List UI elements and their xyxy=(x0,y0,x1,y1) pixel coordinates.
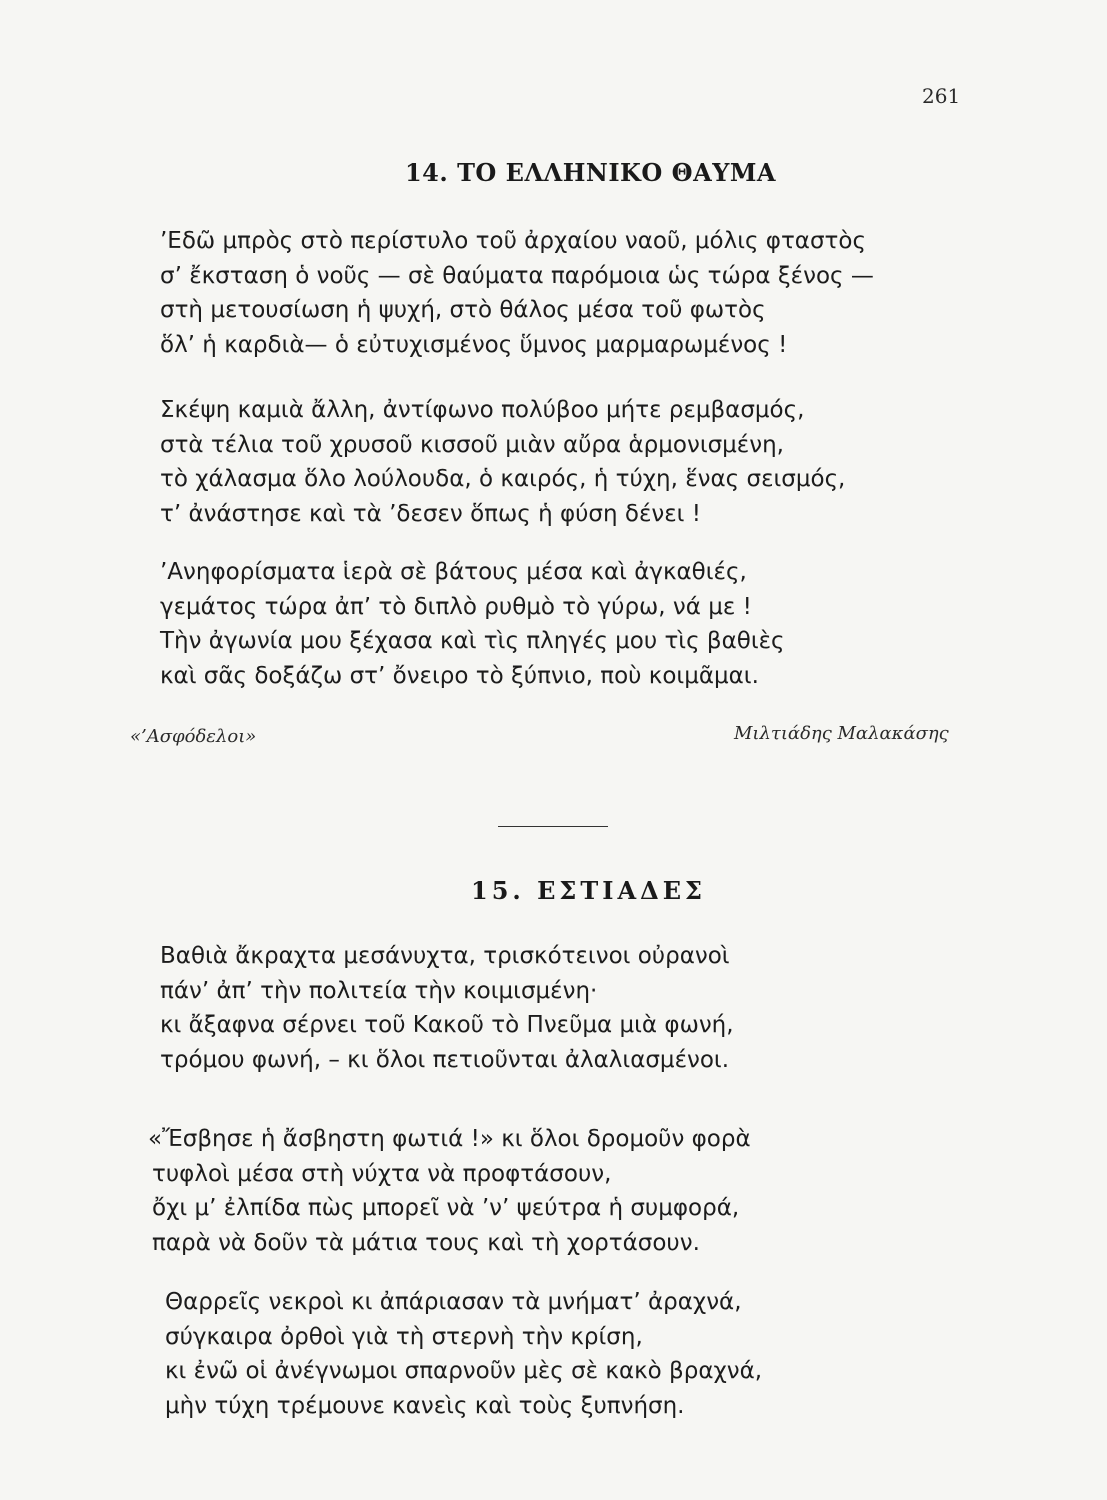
verse-line: Βαθιὰ ἄκραχτα μεσάνυχτα, τρισκότεινοι οὐρανοὶ xyxy=(160,943,730,969)
poem-title: 15. ΕΣΤΙΑΔΕΣ xyxy=(471,876,706,905)
verse-line: πάν’ ἀπ’ τὴν πολιτεία τὴν κοιμισμένη· xyxy=(160,977,598,1004)
verse-line: κι ἄξαφνα σέρνει τοῦ Κακοῦ τὸ Πνεῦμα μιὰ φωνή, xyxy=(160,1012,734,1038)
poem-source: «’Ασφόδελοι» xyxy=(130,726,257,747)
verse-line: Θαρρεῖς νεκροὶ κι ἀπάριασαν τὰ μνήματ’ ἀραχνά, xyxy=(165,1289,742,1315)
verse-line: παρὰ νὰ δοῦν τὰ μάτια τους καὶ τὴ χορτάσουν. xyxy=(152,1229,700,1256)
poem1-stanza-1 xyxy=(160,224,874,362)
verse-line: ’Εδῶ μπρὸς στὸ περίστυλο τοῦ ἀρχαίου ναοῦ, μόλις φταστὸς xyxy=(160,228,866,254)
verse-line: τ’ ἀνάστησε καὶ τὰ ’δεσεν ὅπως ἡ φύση δένει ! xyxy=(160,500,701,527)
poem-author: Μιλτιάδης Μαλακάσης xyxy=(734,723,949,744)
section-divider xyxy=(498,826,608,827)
verse-line: γεμάτος τώρα ἀπ’ τὸ διπλὸ ρυθμὸ τὸ γύρω, νά με ! xyxy=(160,593,752,620)
verse-line: τρόμου φωνή, – κι ὅλοι πετιοῦνται ἀλαλιασμένοι. xyxy=(160,1046,730,1073)
verse-line: στὰ τέλια τοῦ χρυσοῦ κισσοῦ μιὰν αὔρα ἁρμονισμένη, xyxy=(160,431,784,458)
verse-line: καὶ σᾶς δοξάζω στ’ ὄνειρο τὸ ξύπνιο, ποὺ κοιμᾶμαι. xyxy=(160,662,759,689)
poem1-stanza-2 xyxy=(160,393,845,531)
verse-line: «Ἔσβησε ἡ ἄσβηστη φωτιά !» κι ὅλοι δρομοῦν φορὰ xyxy=(148,1126,751,1152)
poem2-stanza-3 xyxy=(165,1285,762,1423)
verse-line: μὴν τύχη τρέμουνε κανεὶς καὶ τοὺς ξυπνήση. xyxy=(165,1392,685,1419)
verse-line: στὴ μετουσίωση ἡ ψυχή, στὸ θάλος μέσα τοῦ φωτὸς xyxy=(160,297,766,323)
verse-line: τὸ χάλασμα ὅλο λούλουδα, ὁ καιρός, ἡ τύχη, ἕνας σεισμός, xyxy=(160,466,846,492)
poem-title: 14. ΤΟ ΕΛΛΗΝΙΚΟ ΘΑΥΜΑ xyxy=(404,158,777,187)
verse-line: Σκέψη καμιὰ ἄλλη, ἀντίφωνο πολύβοο μήτε ρεμβασμός, xyxy=(160,397,805,423)
verse-line: κι ἐνῶ οἱ ἀνέγνωμοι σπαρνοῦν μὲς σὲ κακὸ βραχνά, xyxy=(165,1358,763,1384)
verse-line: τυφλοὶ μέσα στὴ νύχτα νὰ προφτάσουν, xyxy=(152,1160,612,1187)
poem1-stanza-3 xyxy=(160,555,785,693)
verse-line: Τὴν ἀγωνία μου ξέχασα καὶ τὶς πληγές μου τὶς βαθιὲς xyxy=(160,628,785,654)
verse-line: ὄχι μ’ ἐλπίδα πὼς μπορεῖ νὰ ’ν’ ψεύτρα ἡ συμφορά, xyxy=(152,1195,740,1221)
verse-line: ’Ανηφορίσματα ἱερὰ σὲ βάτους μέσα καὶ ἀγκαθιές, xyxy=(160,559,747,585)
verse-line: σύγκαιρα ὀρθοὶ γιὰ τὴ στερνὴ τὴν κρίση, xyxy=(165,1323,643,1350)
poem2-stanza-2 xyxy=(148,1122,751,1260)
poem2-stanza-1 xyxy=(160,939,734,1077)
verse-line: σ’ ἔκσταση ὁ νοῦς — σὲ θαύματα παρόμοια ὡς τώρα ξένος — xyxy=(160,262,874,289)
verse-line: ὅλ’ ἡ καρδιὰ— ὁ εὐτυχισμένος ὕμνος μαρμαρωμένος ! xyxy=(160,331,788,358)
page-number: 261 xyxy=(922,84,961,108)
